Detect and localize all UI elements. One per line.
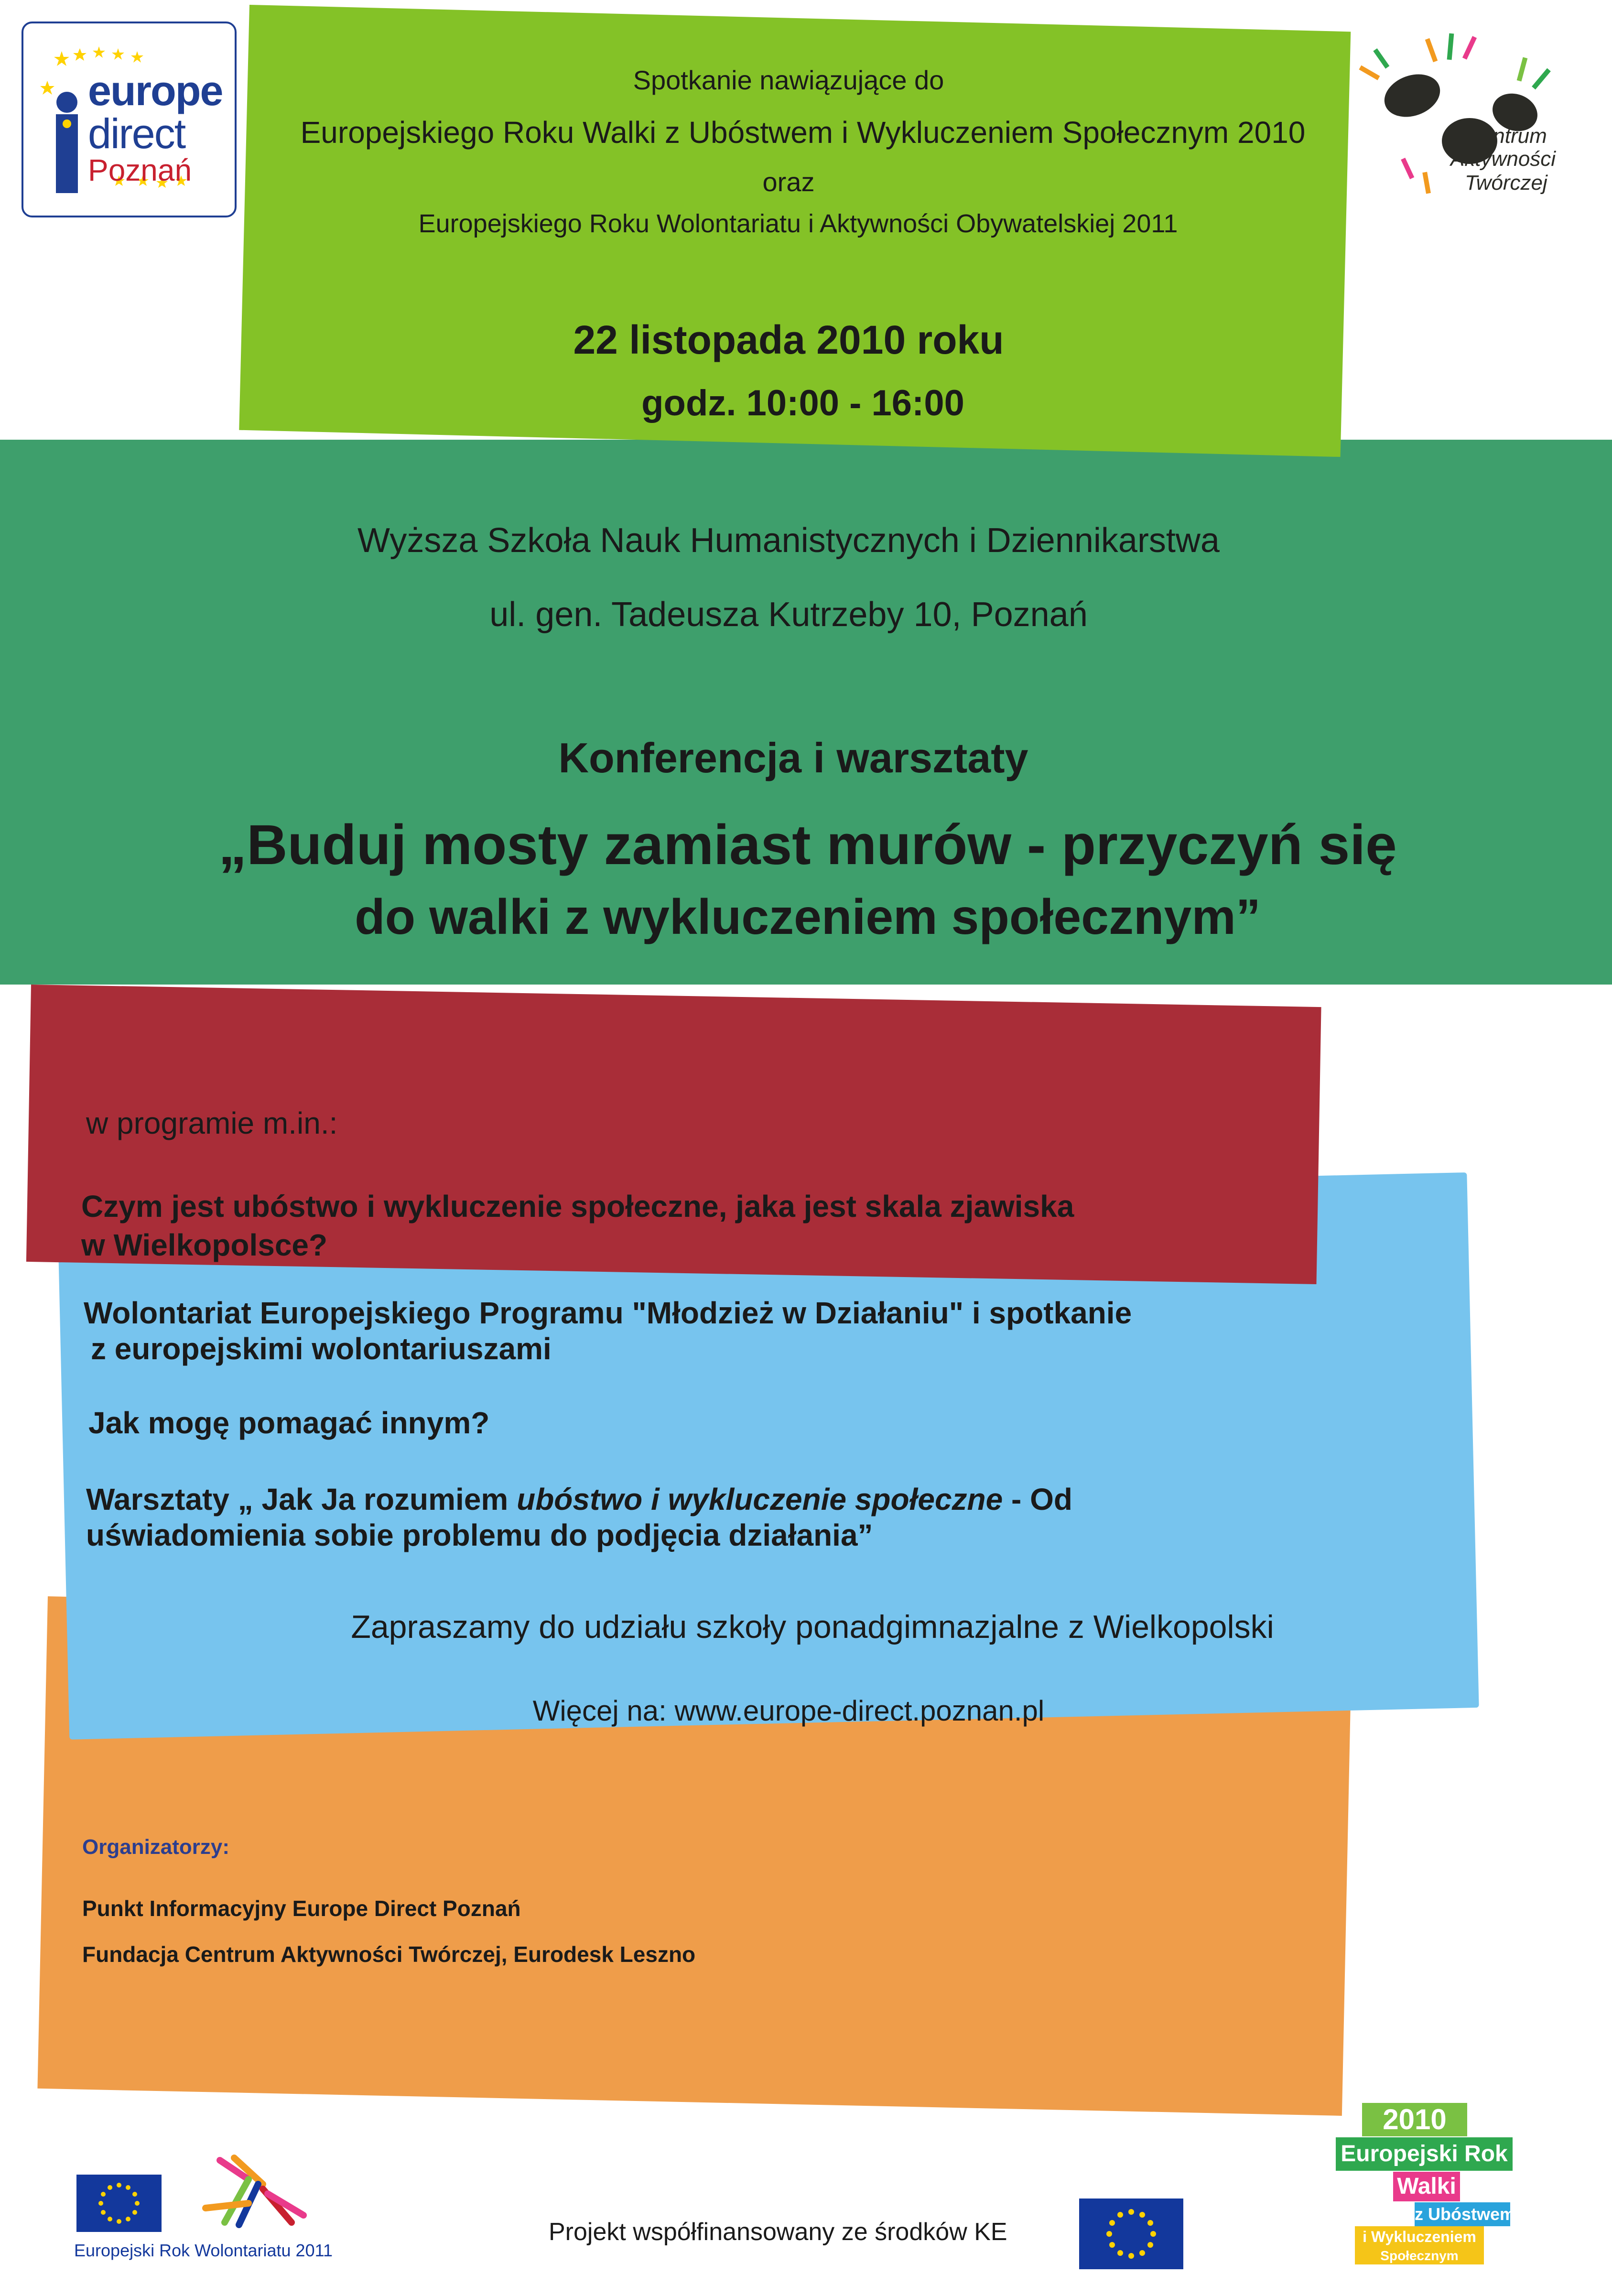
header-line3: oraz [762, 167, 815, 197]
program-item1-line2: w Wielkopolsce? [81, 1228, 328, 1262]
organizer-1: Punkt Informacyjny Europe Direct Poznań [82, 1896, 521, 1921]
european-year-volunteering-logo [74, 2160, 344, 2260]
europe-direct-logo-line3: Poznań [88, 153, 192, 187]
logo-2010-line1: Europejski Rok [1336, 2137, 1513, 2171]
eu-flag-icon [76, 2175, 162, 2232]
cat-logo-line1: Centrum [1466, 124, 1547, 148]
logo-2010-line2: Walki [1393, 2172, 1460, 2201]
europe-direct-logo [22, 22, 237, 217]
program-item4-line2: uświadomienia sobie problemu do podjęcia działania” [86, 1518, 873, 1552]
program-item3: Jak mogę pomagać innym? [88, 1406, 490, 1440]
volunteering-figure-icon [191, 2151, 315, 2232]
eu-flag-icon [1079, 2199, 1183, 2269]
event-time: godz. 10:00 - 16:00 [641, 383, 964, 423]
logo-2010-year: 2010 [1362, 2103, 1467, 2136]
cofinanced-text: Projekt współfinansowany ze środków KE [549, 2218, 1007, 2246]
logo-2010-line3: z Ubóstwem [1415, 2202, 1510, 2226]
event-title-line2: do walki z wykluczeniem społecznym” [355, 889, 1261, 945]
venue-address: ul. gen. Tadeusza Kutrzeby 10, Poznań [489, 596, 1088, 634]
cat-logo-line2: Aktywności [1450, 147, 1556, 171]
europe-direct-logo-line1: europe [88, 67, 223, 114]
program-item4-prefix: Warsztaty „ Jak Ja rozumiem [86, 1482, 517, 1516]
event-type: Konferencja i warsztaty [558, 734, 1028, 781]
header-line1: Spotkanie nawiązujące do [633, 65, 944, 95]
program-invite: Zapraszamy do udziału szkoły ponadgimnazjalne z Wielkopolski [351, 1609, 1274, 1645]
header-line4: Europejskiego Roku Wolontariatu i Aktywności Obywatelskiej 2011 [418, 209, 1178, 238]
centrum-aktywnosci-tworczej-logo [1357, 29, 1587, 220]
european-year-2010-logo [1333, 2103, 1515, 2265]
cat-logo-line3: Twórczej [1465, 171, 1547, 195]
logo-2010-line5: Społecznym [1355, 2247, 1484, 2264]
event-title-line1: „Buduj mosty zamiast murów - przyczyń się [218, 813, 1397, 877]
program-item4-suffix: - Od [1003, 1482, 1072, 1516]
program-item2-line1: Wolontariat Europejskiego Programu "Młodzież w Działaniu" i spotkanie [84, 1296, 1132, 1330]
organizer-2: Fundacja Centrum Aktywności Twórczej, Eurodesk Leszno [82, 1942, 696, 1967]
event-date: 22 listopada 2010 roku [573, 317, 1004, 362]
program-item4-italic: ubóstwo i wykluczenie społeczne [517, 1482, 1003, 1516]
program-item4-line1 [86, 1482, 1072, 1517]
program-item2-line2: z europejskimi wolontariuszami [91, 1332, 552, 1366]
header-line2: Europejskiego Roku Walki z Ubóstwem i Wykluczeniem Społecznym 2010 [300, 115, 1306, 150]
more-info-link[interactable]: Więcej na: www.europe-direct.poznan.pl [532, 1695, 1045, 1727]
eyv-caption: Europejski Rok Wolontariatu 2011 [74, 2241, 333, 2260]
organizers-label: Organizatorzy: [82, 1835, 230, 1859]
program-intro: w programie m.in.: [86, 1106, 338, 1140]
venue-name: Wyższa Szkoła Nauk Humanistycznych i Dziennikarstwa [357, 521, 1220, 560]
europe-direct-logo-line2: direct [88, 110, 185, 157]
program-item1-line1: Czym jest ubóstwo i wykluczenie społeczne, jaka jest skala zjawiska [81, 1189, 1074, 1224]
logo-2010-line4: i Wykluczeniem [1355, 2226, 1484, 2247]
